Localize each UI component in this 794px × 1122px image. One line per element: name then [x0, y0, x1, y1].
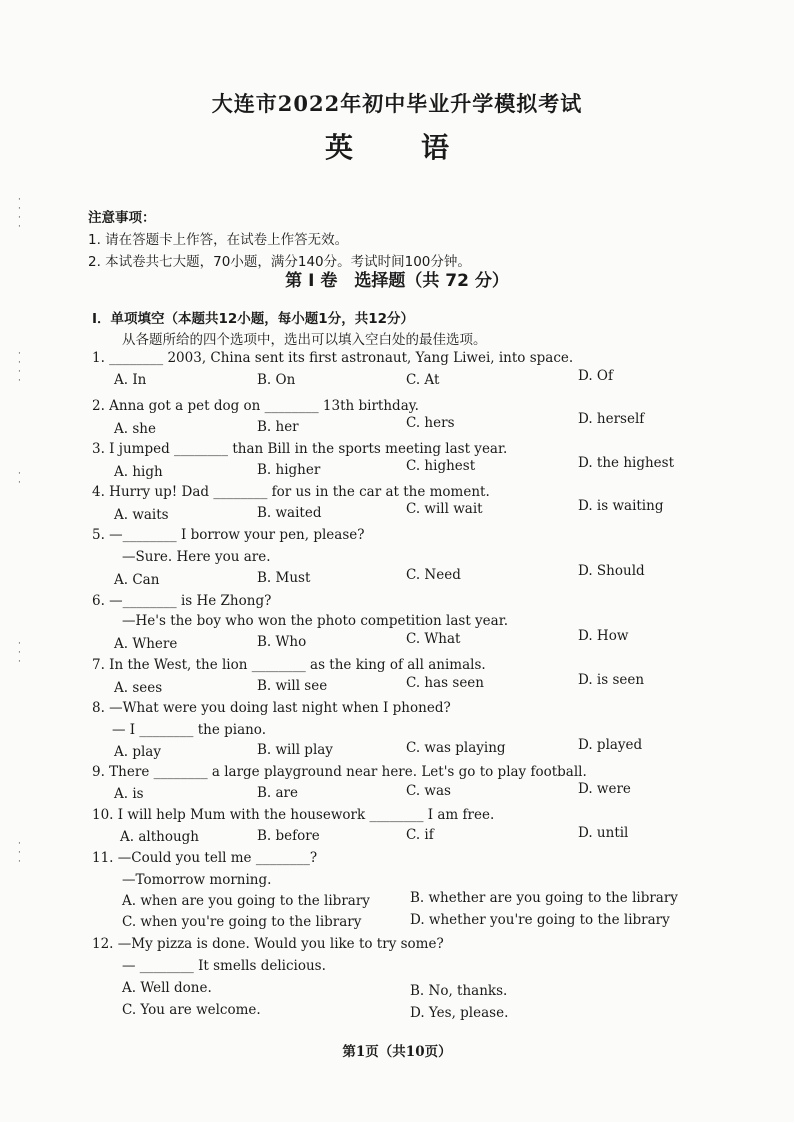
- question-stem: 2. Anna got a pet dog on ________ 13th birthday.: [92, 398, 419, 414]
- option-a: A. sees: [114, 680, 163, 696]
- option-b: B. No, thanks.: [410, 983, 508, 999]
- exam-title: 大连市2022年初中毕业升学模拟考试: [211, 91, 583, 116]
- notice-heading: 注意事项：: [88, 210, 156, 226]
- option-a: A. although: [120, 829, 199, 845]
- option-d: D. herself: [578, 411, 645, 427]
- binding-margin-marks: · · ·: [18, 639, 21, 667]
- page-footer: 第1页（共10页）: [342, 1044, 452, 1060]
- question-reply: —Tomorrow morning.: [122, 872, 272, 888]
- option-b: B. Who: [257, 634, 307, 650]
- binding-margin-marks: · · · ·: [18, 349, 21, 386]
- question-stem: 1. ________ 2003, China sent its first astronaut, Yang Liwei, into space.: [92, 350, 574, 366]
- option-a: A. is: [114, 786, 144, 802]
- option-c: C. will wait: [406, 501, 483, 517]
- section-instruction: 从各题所给的四个选项中，选出可以填入空白处的最佳选项。: [122, 332, 487, 348]
- question-stem: 4. Hurry up! Dad ________ for us in the car at the moment.: [92, 484, 490, 500]
- option-a: A. Can: [114, 572, 160, 588]
- question-reply: —He's the boy who won the photo competition last year.: [122, 613, 508, 629]
- binding-margin-marks: · · ·: [18, 839, 21, 867]
- option-c: C. Need: [406, 567, 461, 583]
- option-b: B. whether are you going to the library: [410, 890, 678, 906]
- question-reply: —Sure. Here you are.: [122, 549, 271, 565]
- option-a: A. waits: [114, 507, 169, 523]
- option-d: D. the highest: [578, 455, 675, 471]
- option-a: A. In: [114, 372, 147, 388]
- part-heading: 第 I 卷 选择题（共 72 分）: [285, 271, 509, 291]
- subject-title: 英 语: [324, 131, 469, 164]
- option-a: A. Well done.: [122, 980, 212, 996]
- option-c: C. hers: [406, 415, 455, 431]
- question-reply: — I ________ the piano.: [112, 722, 266, 738]
- option-c: C. highest: [406, 458, 476, 474]
- question-stem: 3. I jumped ________ than Bill in the sports meeting last year.: [92, 441, 508, 457]
- option-c: C. You are welcome.: [122, 1002, 261, 1018]
- question-stem: 8. —What were you doing last night when I phoned?: [92, 700, 451, 716]
- option-d: D. until: [578, 825, 629, 841]
- option-d: D. is waiting: [578, 498, 664, 514]
- option-b: B. before: [257, 828, 320, 844]
- option-d: D. whether you're going to the library: [410, 912, 670, 928]
- option-d: D. How: [578, 628, 629, 644]
- option-c: C. has seen: [406, 675, 484, 691]
- option-c: C. if: [406, 827, 434, 843]
- option-b: B. waited: [257, 505, 322, 521]
- option-b: B. On: [257, 372, 296, 388]
- section-heading: Ⅰ．单项填空（本题共12小题，每小题1分，共12分）: [92, 311, 414, 327]
- option-b: B. higher: [257, 462, 321, 478]
- option-a: A. she: [114, 421, 156, 437]
- question-stem: 10. I will help Mum with the housework ________ I am free.: [92, 807, 495, 823]
- binding-margin-marks: · · · ·: [18, 195, 21, 232]
- notice-item: 2. 本试卷共七大题，70小题，满分140分。考试时间100分钟。: [88, 254, 471, 270]
- question-stem: 11. —Could you tell me ________?: [92, 850, 318, 866]
- option-b: B. are: [257, 785, 298, 801]
- option-a: A. high: [114, 464, 163, 480]
- option-b: B. will see: [257, 678, 328, 694]
- option-d: D. Of: [578, 368, 613, 384]
- binding-margin-marks: · ·: [18, 469, 21, 488]
- question-stem: 5. —________ I borrow your pen, please?: [92, 527, 365, 543]
- option-c: C. What: [406, 631, 461, 647]
- option-b: B. will play: [257, 742, 333, 758]
- option-b: B. Must: [257, 570, 311, 586]
- notice-item: 1. 请在答题卡上作答，在试卷上作答无效。: [88, 232, 349, 248]
- option-b: B. her: [257, 419, 299, 435]
- option-d: D. Yes, please.: [410, 1005, 509, 1021]
- question-reply: — ________ It smells delicious.: [122, 958, 326, 974]
- option-a: A. play: [114, 744, 161, 760]
- option-d: D. is seen: [578, 672, 645, 688]
- option-d: D. were: [578, 781, 631, 797]
- option-d: D. Should: [578, 563, 645, 579]
- option-c: C. was playing: [406, 740, 506, 756]
- question-stem: 9. There ________ a large playground near here. Let's go to play football.: [92, 764, 587, 780]
- option-a: A. Where: [114, 636, 178, 652]
- option-a: A. when are you going to the library: [122, 893, 370, 909]
- option-c: C. At: [406, 372, 440, 388]
- option-c: C. was: [406, 783, 451, 799]
- question-stem: 6. —________ is He Zhong?: [92, 593, 272, 609]
- option-c: C. when you're going to the library: [122, 914, 362, 930]
- question-stem: 12. —My pizza is done. Would you like to try some?: [92, 936, 444, 952]
- question-stem: 7. In the West, the lion ________ as the king of all animals.: [92, 657, 486, 673]
- option-d: D. played: [578, 737, 643, 753]
